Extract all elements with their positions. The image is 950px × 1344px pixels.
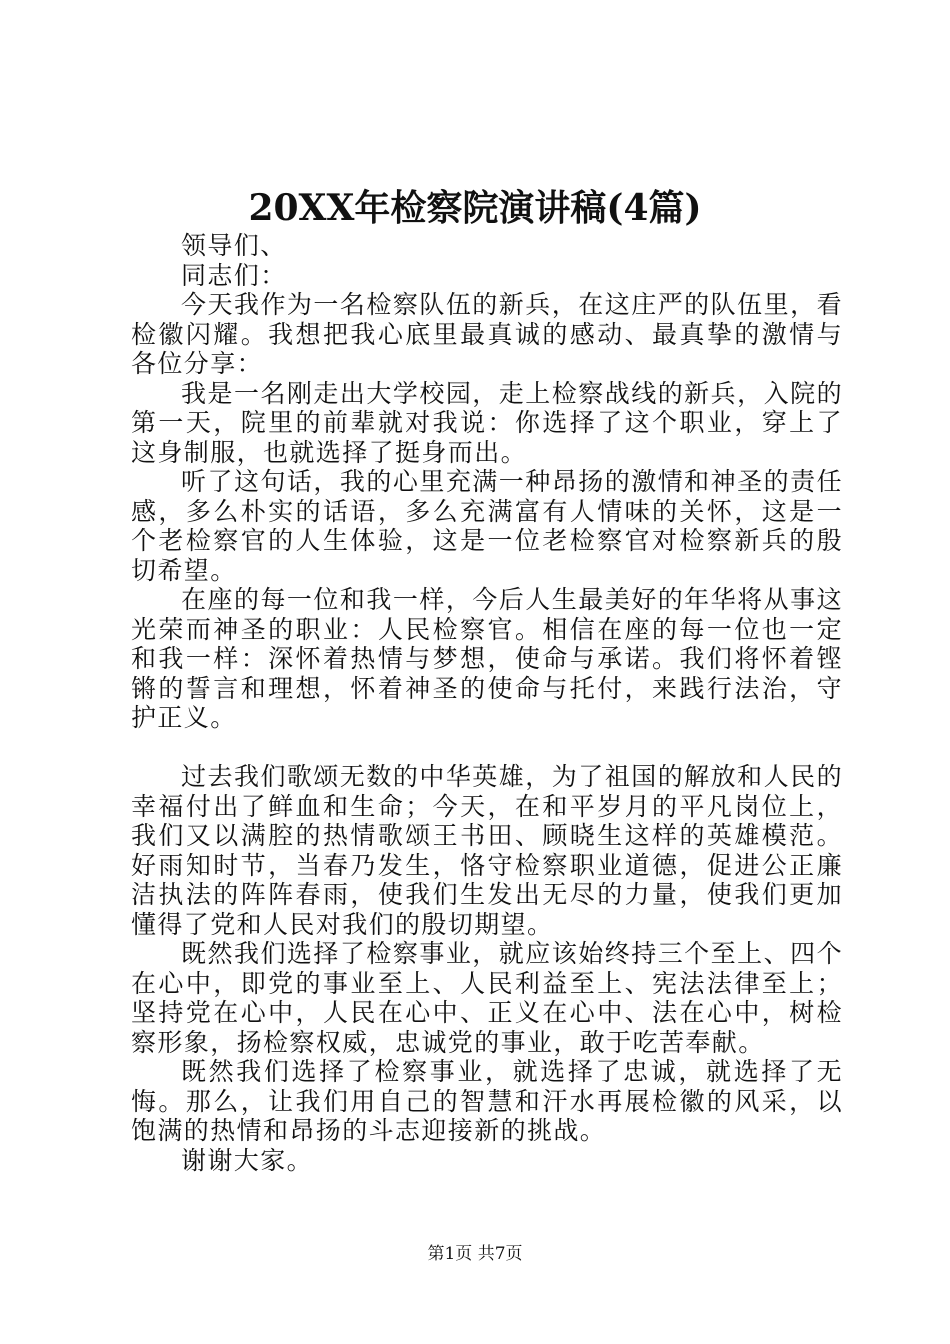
paragraph: 今天我作为一名检察队伍的新兵，在这庄严的队伍里，看检徽闪耀。我想把我心底里最真诚的感动、最真挚的激情与各位分享： <box>131 290 843 378</box>
paragraph: 既然我们选择了检察事业，就选择了忠诚，就选择了无悔。那么，让我们用自己的智慧和汗水再展检徽的风采，以饱满的热情和昂扬的斗志迎接新的挑战。 <box>131 1057 843 1145</box>
salutation-comrades: 同志们： <box>181 260 287 290</box>
page-footer: 第1页 共7页 <box>427 1244 523 1264</box>
paragraph: 过去我们歌颂无数的中华英雄，为了祖国的解放和人民的幸福付出了鲜血和生命；今天，在和平岁月的平凡岗位上，我们又以满腔的热情歌颂王书田、顾晓生这样的英雄模范。好雨知时节，当春乃发生，恪守检察职业道德，促进公正廉洁执法的阵阵春雨，使我们生发出无尽的力量，使我们更加懂得了党和人民对我们的殷切期望。 <box>131 762 843 939</box>
paragraph: 在座的每一位和我一样，今后人生最美好的年华将从事这光荣而神圣的职业：人民检察官。相信在座的每一位也一定和我一样：深怀着热情与梦想，使命与承诺。我们将怀着铿锵的誓言和理想，怀着神圣的使命与托付，来践行法治，守护正义。 <box>131 585 843 732</box>
paragraph: 听了这句话，我的心里充满一种昂扬的激情和神圣的责任感，多么朴实的话语，多么充满富有人情味的关怀，这是一个老检察官的人生体验，这是一位老检察官对检察新兵的殷切希望。 <box>131 467 843 585</box>
document-body <box>131 231 843 1175</box>
closing-thanks: 谢谢大家。 <box>181 1145 314 1175</box>
paragraph: 既然我们选择了检察事业，就应该始终持三个至上、四个在心中，即党的事业至上、人民利益至上、宪法法律至上；坚持党在心中，人民在心中、正义在心中、法在心中，树检察形象，扬检察权威，忠诚党的事业，敢于吃苦奉献。 <box>131 939 843 1057</box>
salutation-leaders: 领导们、 <box>181 231 287 260</box>
paragraph: 我是一名刚走出大学校园，走上检察战线的新兵，入院的第一天，院里的前辈就对我说：你选择了这个职业，穿上了这身制服，也就选择了挺身而出。 <box>131 378 843 467</box>
document-title: 20XX年检察院演讲稿(4篇) <box>248 187 702 229</box>
